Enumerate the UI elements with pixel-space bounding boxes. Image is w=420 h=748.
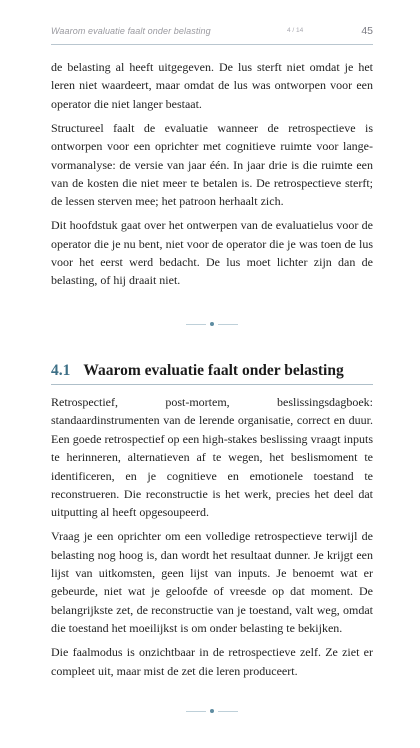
section-title: Waarom evaluatie faalt onder belasting [83, 361, 344, 379]
ornament-line-right [218, 711, 238, 712]
section-paragraph-2: Vraag je een oprichter om een volledige retrospectieve terwijl de belasting nog hoog is, dan wordt het resultaat dunner. Je krijgt een lijst van uitkomsten, geen lijst van inputs. Je benoemt wat er gebeurde, niet wat je geloofde of vreesde op dat moment. De belangrijkste zet, de reconstructie van je toestand, valt weg, omdat die toestand het moeilijkst is om onder belasting te bekijken. [51, 529, 373, 636]
bottom-divider-ornament [186, 706, 238, 716]
page-content [51, 58, 373, 748]
section-rule [51, 384, 373, 385]
section-divider-ornament [186, 319, 238, 329]
ornament-dot-icon [210, 322, 214, 326]
ornament-line-right [218, 324, 238, 325]
header-rule [51, 44, 373, 45]
section-paragraph-3: Die faalmodus is onzichtbaar in de retrospectieve zelf. Ze ziet er compleet uit, maar mist de zet die leren produceert. [51, 645, 373, 678]
intro-paragraph-2: Structureel faalt de evaluatie wanneer de retrospectieve is ontworpen voor een oprichter met cognitieve ruimte voor lange-vormanalyse: de versie van jaar één. In jaar drie is die ruimte een van de kosten die niet meer te betalen is. De retrospectieve sterft; de lessen sterven mee; het patroon herhaalt zich. [51, 120, 373, 209]
page-progress: 4 / 14 [287, 27, 304, 34]
intro-paragraph-3: Dit hoofdstuk gaat over het ontwerpen van de evaluatielus voor de operator die je nu bent, niet voor de operator die je was toen de lus voor het eerst werd bedacht. De lus moet lichter zijn dan de belasting, of hij draait niet. [51, 218, 373, 288]
section-number: 4.1 [51, 361, 71, 379]
running-title: Waarom evaluatie faalt onder belasting [51, 26, 211, 36]
page-number: 45 [361, 25, 373, 37]
running-header [51, 26, 373, 40]
section-paragraph-1: Retrospectief, post-mortem, beslissingsdagboek: standaardinstrumenten van de lerende organisatie, correct en duur. Een goede retrospectief op een high-stakes beslissing vraagt inputs te herinneren, alternatieven af te wegen, het beslismoment te identificeren, en je cognitieve en emotionele toestand te reconstrueren. Die reconstructie is het werk, precies het deel dat uitputting al heeft opgesoupeerd. [51, 394, 373, 520]
section-heading [51, 361, 373, 381]
ornament-line-left [186, 324, 206, 325]
intro-paragraph-1: de belasting al heeft uitgegeven. De lus sterft niet omdat je het leren niet waardeert, maar omdat de lus was ontworpen voor een operator die niet langer bestaat. [51, 60, 373, 111]
ornament-dot-icon [210, 709, 214, 713]
ornament-line-left [186, 711, 206, 712]
